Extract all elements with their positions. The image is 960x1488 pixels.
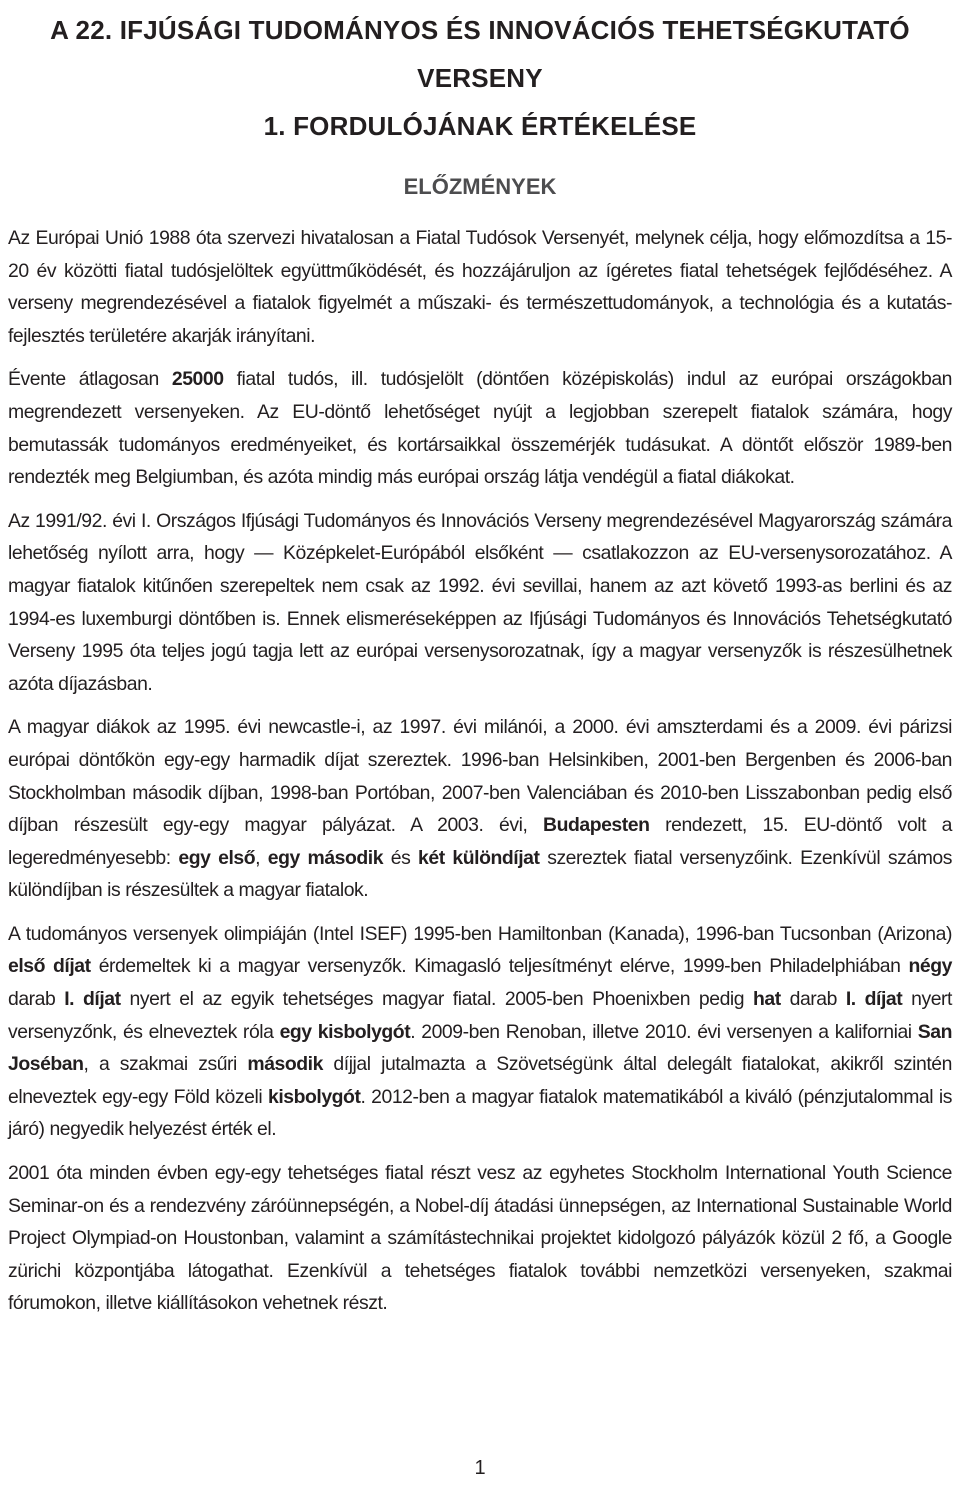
text-run: nyert versenyzőnk, és elneveztek róla xyxy=(8,988,952,1043)
text-run: Az 1991/92. évi I. Országos Ifjúsági Tudományos és Innovációs Verseny megrendezésével Magyarország számára lehetőség nyílott arra, hogy — Középkelet-Európából elsőként — csatlakozzon az EU-versenysorozatához. A magyar fiatalok kitűnően szerepeltek nem csak az 1992. évi sevillai, hanem az azt követő 1993-as berlini és az 1994-es luxemburgi döntőben is. Ennek elismeréseképpen az Ifjúsági Tudományos és Innovációs Tehetségkutató Verseny 1995 óta teljes jogú tagja lett az európai versenysorozatnak, így a magyar versenyzők is részesülhetnek azóta díjazásban. xyxy=(8,509,952,695)
title-line-1: A 22. IFJÚSÁGI TUDOMÁNYOS ÉS INNOVÁCIÓS TEHETSÉGKUTATÓ VERSENY xyxy=(50,15,910,93)
text-run: A magyar diákok az 1995. évi newcastle-i, az 1997. évi milánói, a 2000. évi amszterdami és a 2009. évi párizsi európai döntőkön egy-egy harmadik díjat szereztek. 1996-ban Helsinkiben, 2001-ben Bergenben és 2006-ban Stockholmban második díjban, 1998-ban Portóban, 2007-ben Valenciában és 2010-ben Lisszabonban pedig első díjban részesült egy-egy magyar pályázat. A 2003. évi, xyxy=(8,716,952,837)
bold-text-run: egy kisbolygót xyxy=(279,1020,411,1043)
bold-text-run: 25000 xyxy=(171,368,224,391)
text-run: fiatal tudós, ill. tudósjelölt (döntően középiskolás) indul az európai országokban megrendezett versenyeken. Az EU-döntő lehetőséget nyújt a legjobban szerepelt fiatalok számára, hogy bemutassák tudományos eredményeiket, és kortársaikkal összemérjék tudásukat. A döntőt először 1989-ben rendezték meg Belgiumban, és azóta mindig más európai ország látja vendégül a fiatal diákokat. xyxy=(8,368,952,489)
paragraph-3 xyxy=(8,505,952,701)
text-run: szereztek fiatal versenyzőink. Ezenkívül számos különdíjban is részesültek a magyar fiatalok. xyxy=(8,846,952,902)
body-text xyxy=(8,222,952,1320)
paragraph-5 xyxy=(8,918,952,1146)
bold-text-run: Budapesten xyxy=(543,814,650,837)
bold-text-run: két különdíjat xyxy=(418,846,540,869)
text-run: , a szakmai zsűri xyxy=(83,1053,248,1076)
text-run: nyert el az egyik tehetséges magyar fiatal. 2005-ben Phoenixben pedig xyxy=(120,988,753,1011)
text-run: rendezett, 15. EU-döntő volt a legeredményesebb: xyxy=(8,814,952,869)
text-run: A tudományos versenyek olimpiáján (Intel ISEF) 1995-ben Hamiltonban (Kanada), 1996-ban Tucsonban (Arizona) xyxy=(8,922,952,945)
title-line-2: 1. FORDULÓJÁNAK ÉRTÉKELÉSE xyxy=(263,111,697,141)
text-run: Évente átlagosan xyxy=(8,368,172,391)
page-number: 1 xyxy=(474,1457,486,1479)
bold-text-run: második xyxy=(247,1053,323,1076)
text-run: darab xyxy=(8,988,65,1011)
bold-text-run: egy második xyxy=(267,846,384,869)
text-run: és xyxy=(383,846,419,869)
bold-text-run: első díjat xyxy=(8,955,91,978)
text-run: díjjal jutalmazta a Szövetségünk által delegált fiatalokat, akikről szintén elneveztek egy-egy Föld közeli xyxy=(8,1053,952,1108)
paragraph-6 xyxy=(8,1157,952,1320)
bold-text-run: négy xyxy=(908,955,952,978)
bold-text-run: hat xyxy=(753,988,781,1011)
bold-text-run: kisbolygót xyxy=(267,1085,361,1108)
bold-text-run: I. díjat xyxy=(845,988,903,1011)
text-run: . 2012-ben a magyar fiatalok matematikából a kiváló (pénzjutalommal is járó) negyedik helyezést érték el. xyxy=(8,1085,952,1141)
bold-text-run: egy első xyxy=(178,846,256,869)
paragraph-4 xyxy=(8,711,952,907)
text-run: . 2009-ben Renoban, illetve 2010. évi versenyen a kaliforniai xyxy=(410,1020,918,1043)
text-run: Az Európai Unió 1988 óta szervezi hivatalosan a Fiatal Tudósok Versenyét, melynek célja, hogy előmozdítsa a 15-20 év közötti fiatal tudósjelöltek együttműködését, és hozzájáruljon az ígéretes fiatal tehetségek fejlődéséhez. A verseny megrendezésével a fiatalok figyelmét a műszaki- és természettudományok, a technológia és a kutatás-fejlesztés területére akarják irányítani. xyxy=(8,227,952,347)
document-title xyxy=(8,6,952,150)
text-run: , xyxy=(255,846,268,869)
section-heading: ELŐZMÉNYEK xyxy=(403,174,557,199)
bold-text-run: San Joséban xyxy=(8,1020,952,1076)
paragraph-2 xyxy=(8,363,952,493)
text-run: darab xyxy=(780,988,846,1011)
text-run: 2001 óta minden évben egy-egy tehetséges fiatal részt vesz az egyhetes Stockholm International Youth Science Seminar-on és a rendezvény záróünnepségén, a Nobel-díj átadási ünnepségen, az International Sustainable World Project Olympiad-on Houstonban, valamint a számítástechnikai projektet kidolgozó pályázók közül 2 fő, a Google zürichi központjába látogathat. Ezenkívül a tehetséges fiatalok további nemzetközi versenyeken, szakmai fórumokon, illetve kiállításokon vehetnek részt. xyxy=(8,1162,952,1315)
bold-text-run: I. díjat xyxy=(64,988,121,1011)
paragraph-1 xyxy=(8,222,952,352)
text-run: érdemeltek ki a magyar versenyzők. Kimagasló teljesítményt elérve, 1999-ben Philadelphiában xyxy=(90,955,909,978)
